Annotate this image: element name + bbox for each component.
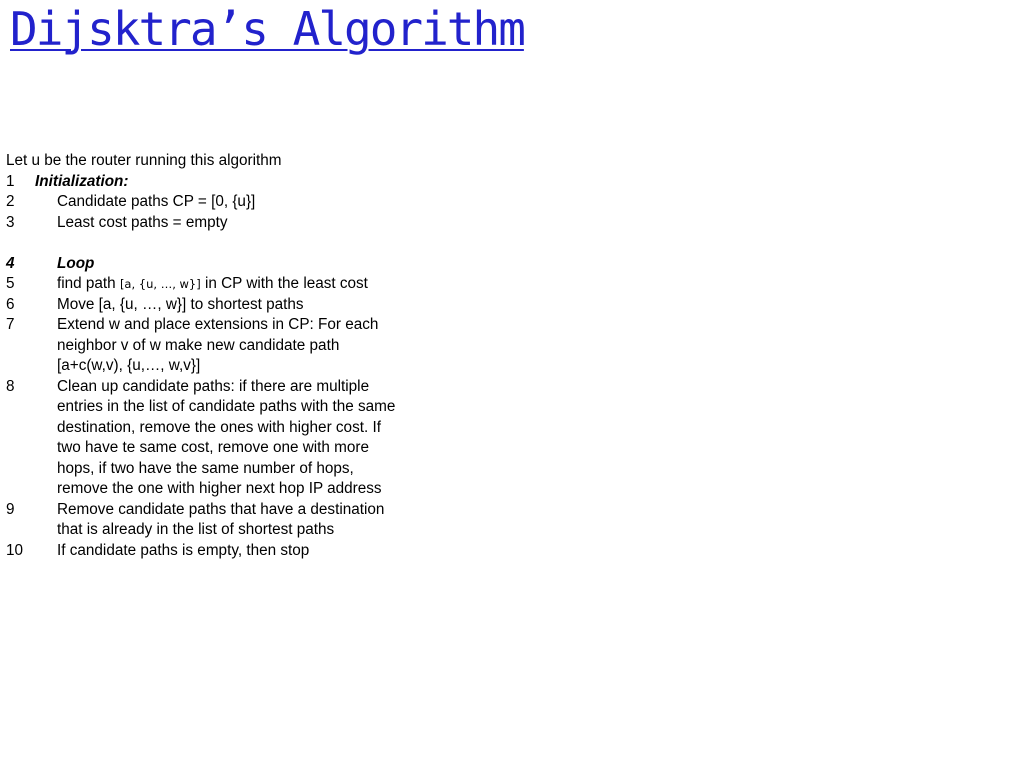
step-text: Initialization: (35, 172, 129, 190)
step-text: Extend w and place extensions in CP: For each neighbor v of w make new candidate path [a+c(w,v), {u,…, w,v}] (57, 316, 379, 374)
step-1 (6, 172, 396, 193)
step-number: 5 (6, 275, 15, 292)
step-number: 8 (6, 377, 15, 395)
step-10 (6, 541, 396, 562)
blank-line (6, 233, 396, 254)
step-7 (6, 315, 396, 377)
step-number: 1 (6, 172, 15, 190)
step-text: Remove candidate paths that have a destination that is already in the list of shortest paths (57, 500, 385, 538)
step-number: 4 (6, 254, 15, 272)
algorithm-text (6, 151, 396, 561)
step-text: Least cost paths = empty (57, 213, 228, 231)
slide-title: Dijsktra’s Algorithm (10, 2, 524, 56)
step-2 (6, 192, 396, 213)
step-text-before: find path (57, 275, 120, 292)
step-text: Loop (57, 254, 95, 272)
step-text-after: in CP with the least cost (200, 275, 368, 292)
step-9 (6, 500, 396, 541)
step-number: 3 (6, 213, 15, 231)
step-5 (6, 274, 396, 295)
step-3 (6, 213, 396, 234)
step-number: 7 (6, 316, 15, 333)
step-number: 2 (6, 193, 15, 210)
step-text: If candidate paths is empty, then stop (57, 541, 310, 559)
step-number: 9 (6, 500, 15, 518)
step-8 (6, 377, 396, 500)
step-text: Move [a, {u, …, w}] to shortest paths (57, 295, 304, 313)
step-4 (6, 254, 396, 275)
path-notation: [a, {u, …, w}] (119, 277, 201, 291)
step-6 (6, 295, 396, 316)
step-text: Clean up candidate paths: if there are multiple entries in the list of candidate paths with the same destination, remove the ones with higher cost. If two have te same cost, remove one with more hops, if two have the same number of hops, remove the one with higher next hop IP address (57, 377, 396, 497)
intro-line: Let u be the router running this algorithm (6, 152, 282, 169)
step-text (57, 274, 396, 295)
step-text: Candidate paths CP = [0, {u}] (57, 193, 256, 210)
step-number: 6 (6, 295, 15, 313)
step-number: 10 (6, 541, 24, 559)
